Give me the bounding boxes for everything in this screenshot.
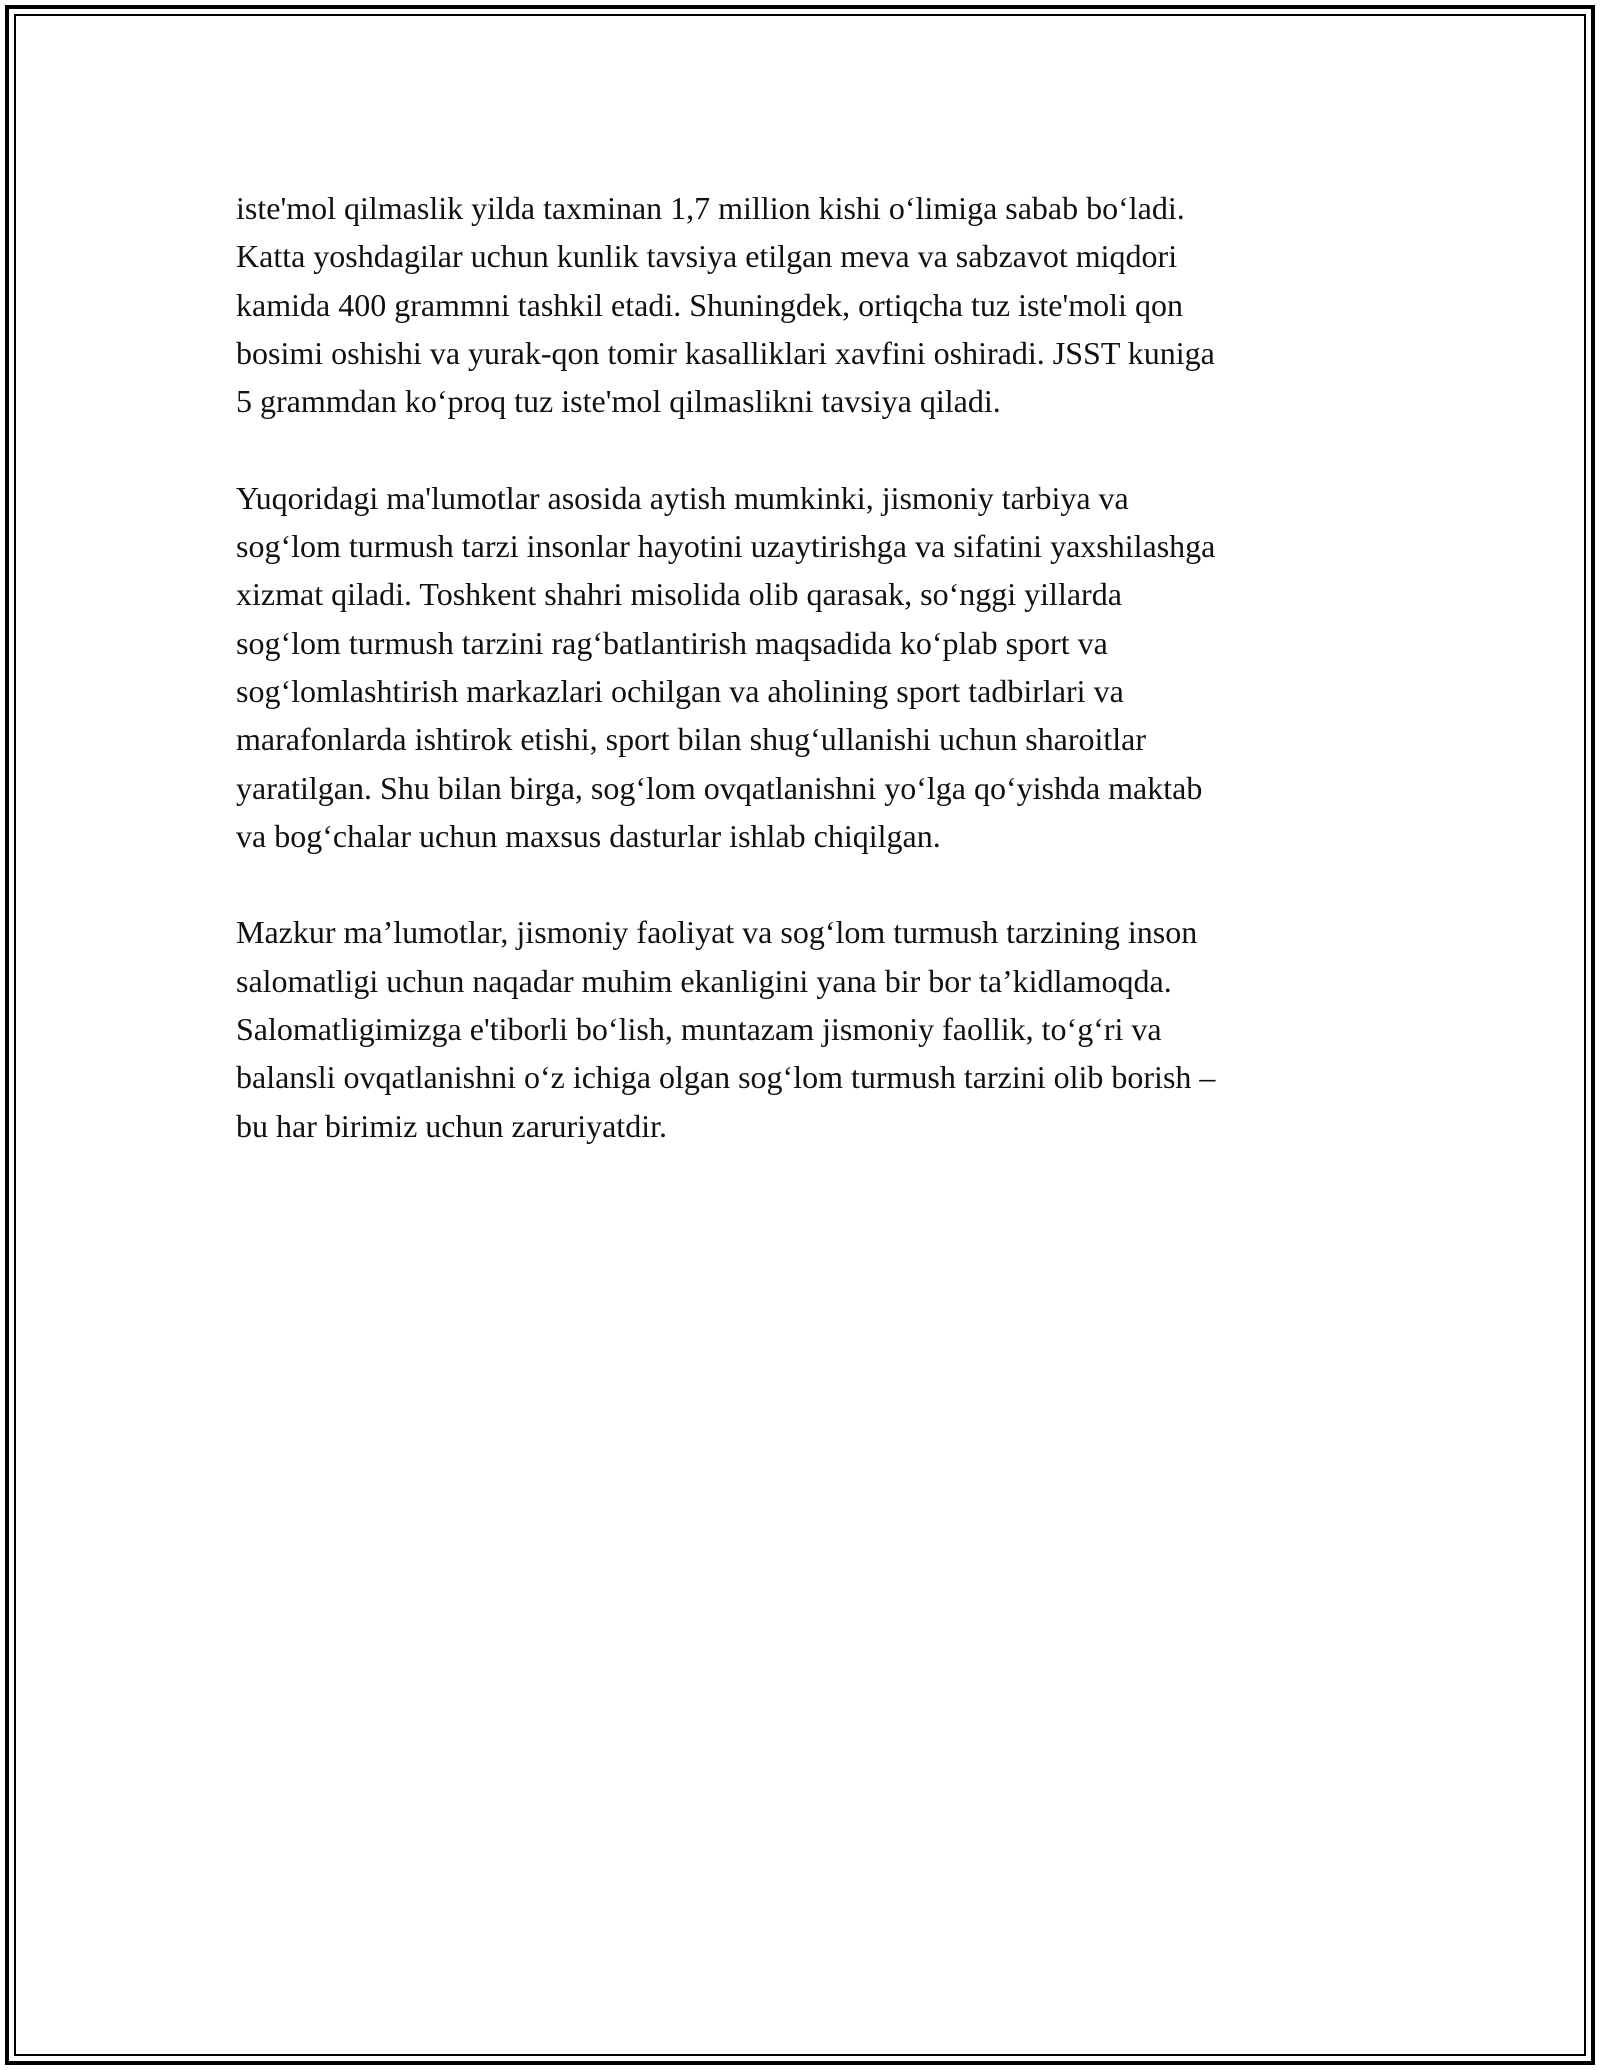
text-line: bu har birimiz uchun zaruriyatdir. (236, 1107, 667, 1144)
paragraph-2 (236, 474, 1376, 860)
text-line: marafonlarda ishtirok etishi, sport bilan shug‘ullanishi uchun sharoitlar (236, 721, 1147, 758)
text-line: salomatligi uchun naqadar muhim ekanligini yana bir bor ta’kidlamoqda. (236, 962, 1172, 999)
text-line: Katta yoshdagilar uchun kunlik tavsiya etilgan meva va sabzavot miqdori (236, 238, 1178, 275)
text-line: Mazkur ma’lumotlar, jismoniy faoliyat va sog‘lom turmush tarzining inson (236, 914, 1198, 951)
text-line: balansli ovqatlanishni o‘z ichiga olgan sog‘lom turmush tarzini olib borish – (236, 1059, 1216, 1096)
text-line: kamida 400 grammni tashkil etadi. Shuningdek, ortiqcha tuz iste'moli qon (236, 286, 1183, 323)
text-line: Yuqoridagi ma'lumotlar asosida aytish mumkinki, jismoniy tarbiya va (236, 479, 1129, 516)
text-line: yaratilgan. Shu bilan birga, sog‘lom ovqatlanishni yo‘lga qo‘yishda maktab (236, 769, 1203, 806)
text-line: iste'mol qilmaslik yilda taxminan 1,7 million kishi o‘limiga sabab bo‘ladi. (236, 190, 1185, 226)
document-body (236, 184, 1376, 1198)
text-line: sog‘lomlashtirish markazlari ochilgan va aholining sport tadbirlari va (236, 672, 1124, 709)
text-line: sog‘lom turmush tarzini rag‘batlantirish maqsadida ko‘plab sport va (236, 624, 1108, 661)
text-line: va bog‘chalar uchun maxsus dasturlar ishlab chiqilgan. (236, 817, 941, 854)
text-line: bosimi oshishi va yurak-qon tomir kasalliklari xavfini oshiradi. JSST kuniga (236, 334, 1215, 371)
text-line: 5 grammdan ko‘proq tuz iste'mol qilmaslikni tavsiya qiladi. (236, 383, 1001, 420)
text-line: sog‘lom turmush tarzi insonlar hayotini uzaytirishga va sifatini yaxshilashga (236, 528, 1216, 565)
text-line: Salomatligimizga e'tiborli bo‘lish, muntazam jismoniy faollik, to‘g‘ri va (236, 1011, 1162, 1048)
paragraph-3 (236, 908, 1376, 1149)
paragraph-1 (236, 184, 1376, 425)
text-line: xizmat qiladi. Toshkent shahri misolida olib qarasak, so‘nggi yillarda (236, 576, 1122, 613)
